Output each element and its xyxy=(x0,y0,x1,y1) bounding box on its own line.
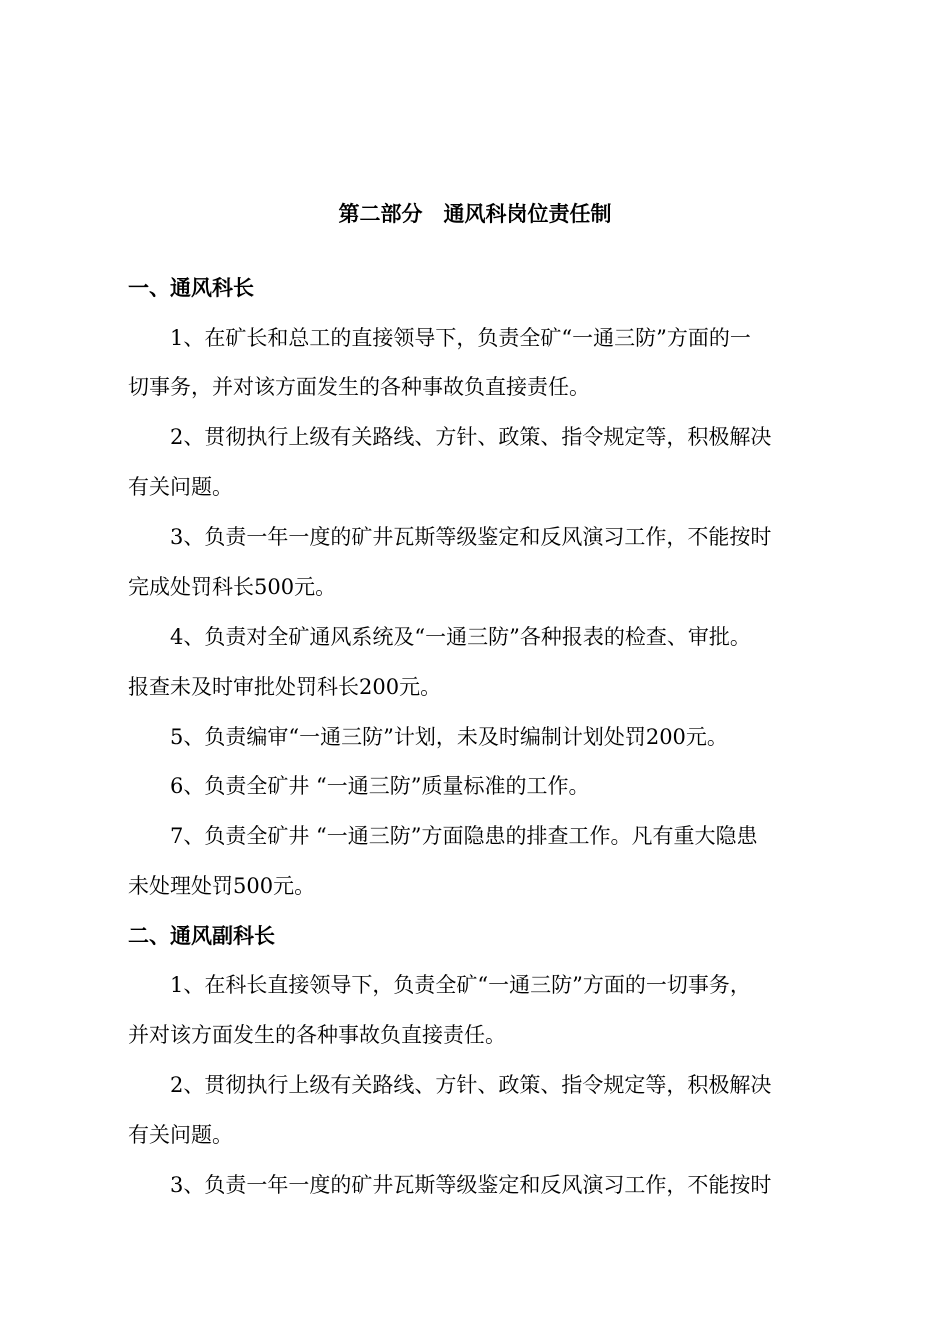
paragraph-line: 并对该方面发生的各种事故负直接责任。 xyxy=(128,1023,506,1047)
paragraph-line: 切事务，并对该方面发生的各种事故负直接责任。 xyxy=(128,375,590,399)
section-heading-section-chief: 一、通风科长 xyxy=(128,275,254,300)
paragraph-line: 有关问题。 xyxy=(128,475,233,499)
paragraph-line: 7、负责全矿井 “一通三防”方面隐患的排查工作。凡有重大隐患 xyxy=(170,824,758,848)
paragraph-line: 1、在矿长和总工的直接领导下，负责全矿“一通三防”方面的一 xyxy=(170,326,751,350)
document-title: 第二部分 通风科岗位责任制 xyxy=(338,201,612,226)
paragraph-line: 3、负责一年一度的矿井瓦斯等级鉴定和反风演习工作，不能按时 xyxy=(170,1173,772,1197)
paragraph-line: 5、负责编审“一通三防”计划，未及时编制计划处罚200元。 xyxy=(170,725,728,749)
section-heading-deputy-section-chief: 二、通风副科长 xyxy=(128,923,275,948)
paragraph-line: 3、负责一年一度的矿井瓦斯等级鉴定和反风演习工作，不能按时 xyxy=(170,525,772,549)
paragraph-line: 1、在科长直接领导下，负责全矿“一通三防”方面的一切事务， xyxy=(170,973,751,997)
paragraph-line: 2、贯彻执行上级有关路线、方针、政策、指令规定等，积极解决 xyxy=(170,1073,772,1097)
paragraph-line: 有关问题。 xyxy=(128,1123,233,1147)
paragraph-line: 2、贯彻执行上级有关路线、方针、政策、指令规定等，积极解决 xyxy=(170,425,772,449)
paragraph-line: 报查未及时审批处罚科长200元。 xyxy=(128,675,442,699)
paragraph-line: 6、负责全矿井 “一通三防”质量标准的工作。 xyxy=(170,774,590,798)
paragraph-line: 完成处罚科长500元。 xyxy=(128,575,337,599)
paragraph-line: 4、负责对全矿通风系统及“一通三防”各种报表的检查、审批。 xyxy=(170,625,751,649)
paragraph-line: 未处理处罚500元。 xyxy=(128,874,316,898)
